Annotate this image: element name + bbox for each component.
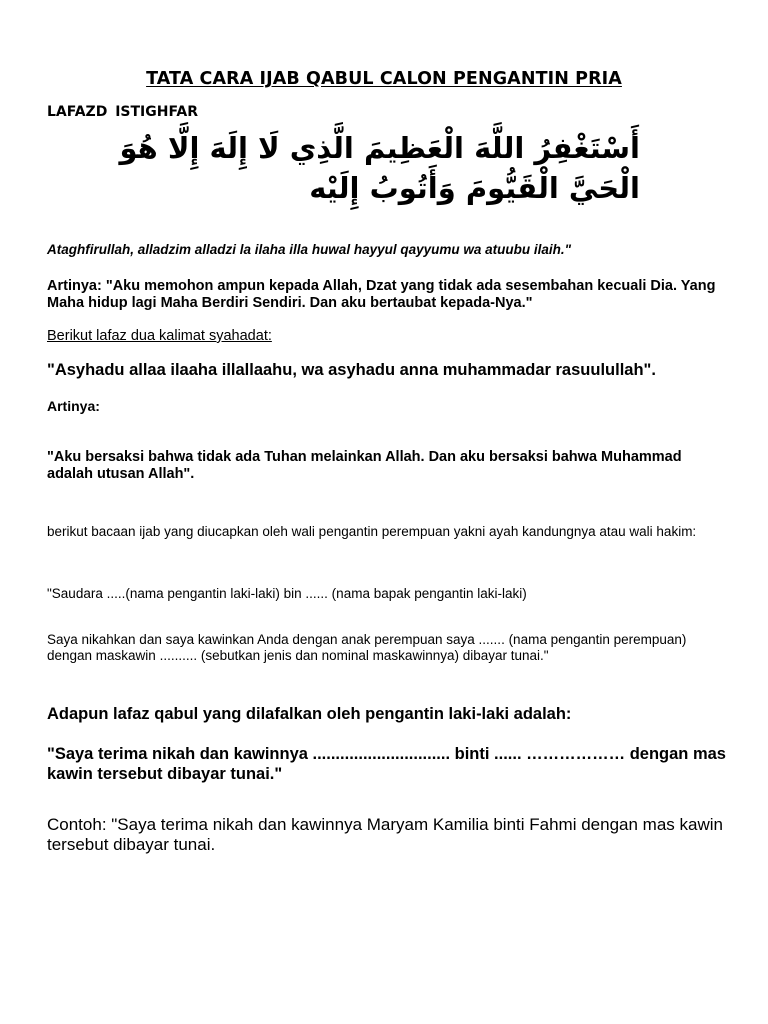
section-heading-istighfar: LAFAZD ISTIGHFAR xyxy=(47,104,199,120)
istighfar-meaning: Artinya: "Aku memohon ampun kepada Allah, Dzat yang tidak ada sesembahan kecuali Dia. Yang Maha hidup lagi Maha Berdiri Sendiri. Dan aku bertaubat kepada-Nya." xyxy=(47,278,716,311)
syahadat-meaning: "Aku bersaksi bahwa tidak ada Tuhan melainkan Allah. Dan aku bersaksi bahwa Muhammad adalah utusan Allah". xyxy=(47,449,682,482)
arabic-istighfar-text: أَسْتَغْفِرُ اللَّهَ الْعَظِيمَ الَّذِي لَا إِلَهَ إِلَّا هُوَ الْحَيَّ الْقَيُّومَ وَأَتُوبُ إِلَيْه xyxy=(119,131,640,205)
artinya-label: Artinya: xyxy=(47,398,100,414)
istighfar-transliteration: Ataghfirullah, alladzim alladzi la ilaha illa huwal hayyul qayyumu wa atuubu ilaih." xyxy=(47,242,572,257)
document-title: TATA CARA IJAB QABUL CALON PENGANTIN PRIA xyxy=(146,69,622,89)
ijab-intro: berikut bacaan ijab yang diucapkan oleh wali pengantin perempuan yakni ayah kandungnya atau wali hakim: xyxy=(47,524,697,539)
syahadat-text: "Asyhadu allaa ilaaha illallaahu, wa asyhadu anna muhammadar rasuulullah". xyxy=(47,361,656,379)
syahadat-intro: Berikut lafaz dua kalimat syahadat: xyxy=(47,328,272,344)
ijab-line-1: "Saudara .....(nama pengantin laki-laki) bin ...... (nama bapak pengantin laki-laki) xyxy=(47,586,527,601)
qabul-intro: Adapun lafaz qabul yang dilafalkan oleh pengantin laki-laki adalah: xyxy=(47,705,572,723)
qabul-text: "Saya terima nikah dan kawinnya .............................. binti ...... ……………… dengan mas kawin tersebut dibayar tunai." xyxy=(47,745,726,783)
ijab-line-2: Saya nikahkan dan saya kawinkan Anda dengan anak perempuan saya ....... (nama pengantin perempuan) dengan maskawin .......... (sebutkan jenis dan nominal maskawinnya) dibayar tunai." xyxy=(47,632,687,663)
qabul-example: Contoh: "Saya terima nikah dan kawinnya Maryam Kamilia binti Fahmi dengan mas kawin tersebut dibayar tunai. xyxy=(47,815,723,854)
